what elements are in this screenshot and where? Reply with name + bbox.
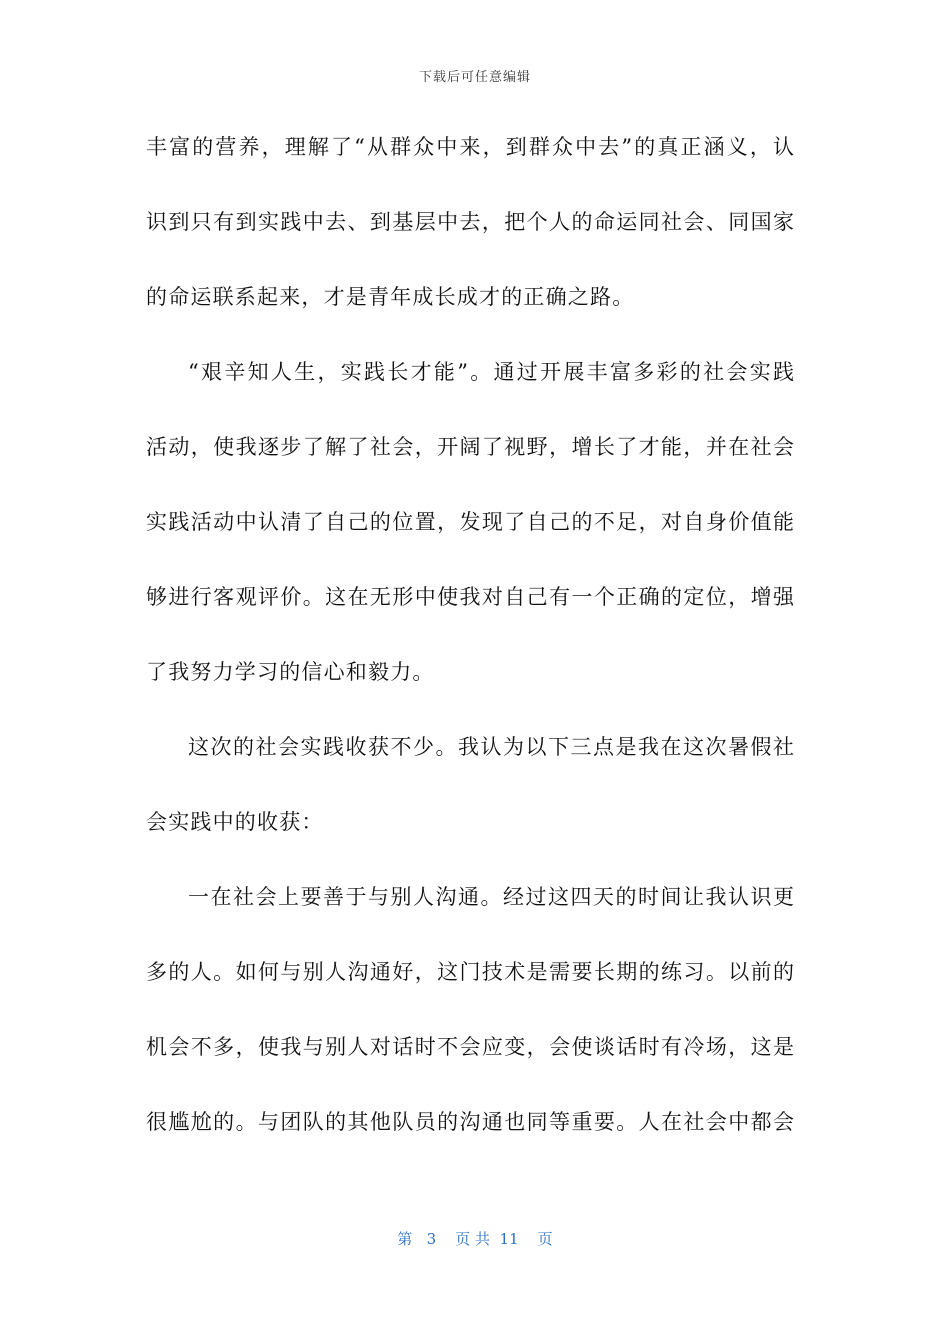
header-note: 下载后可任意编辑 <box>418 70 531 85</box>
text-line: 的命运联系起来，才是青年成长成才的正确之路。 <box>146 285 635 309</box>
text-line: 够进行客观评价。这在无形中使我对自己有一个正确的定位，增强 <box>146 585 794 609</box>
text-line: 丰富的营养，理解了“从群众中来，到群众中去”的真正涵义，认 <box>146 135 794 159</box>
text-line: “艰辛知人生，实践长才能”。通过开展丰富多彩的社会实践 <box>188 360 794 384</box>
text-line: 很尴尬的。与团队的其他队员的沟通也同等重要。人在社会中都会 <box>146 1110 794 1134</box>
text-line: 多的人。如何与别人沟通好，这门技术是需要长期的练习。以前的 <box>146 960 794 984</box>
document-body <box>146 124 794 1174</box>
text-line: 一在社会上要善于与别人沟通。经过这四天的时间让我认识更 <box>188 885 794 909</box>
text-line: 实践活动中认清了自己的位置，发现了自己的不足，对自身价值能 <box>146 510 794 534</box>
page-number-footer: 第 3 页 共 11 页 <box>397 1230 553 1248</box>
text-line: 会实践中的收获： <box>146 810 324 834</box>
text-line: 识到只有到实践中去、到基层中去，把个人的命运同社会、同国家 <box>146 210 794 234</box>
text-line: 活动，使我逐步了解了社会，开阔了视野，增长了才能，并在社会 <box>146 435 794 459</box>
text-line: 机会不多，使我与别人对话时不会应变，会使谈话时有冷场，这是 <box>146 1035 794 1059</box>
text-line: 这次的社会实践收获不少。我认为以下三点是我在这次暑假社 <box>188 735 794 759</box>
text-line: 了我努力学习的信心和毅力。 <box>146 660 435 684</box>
